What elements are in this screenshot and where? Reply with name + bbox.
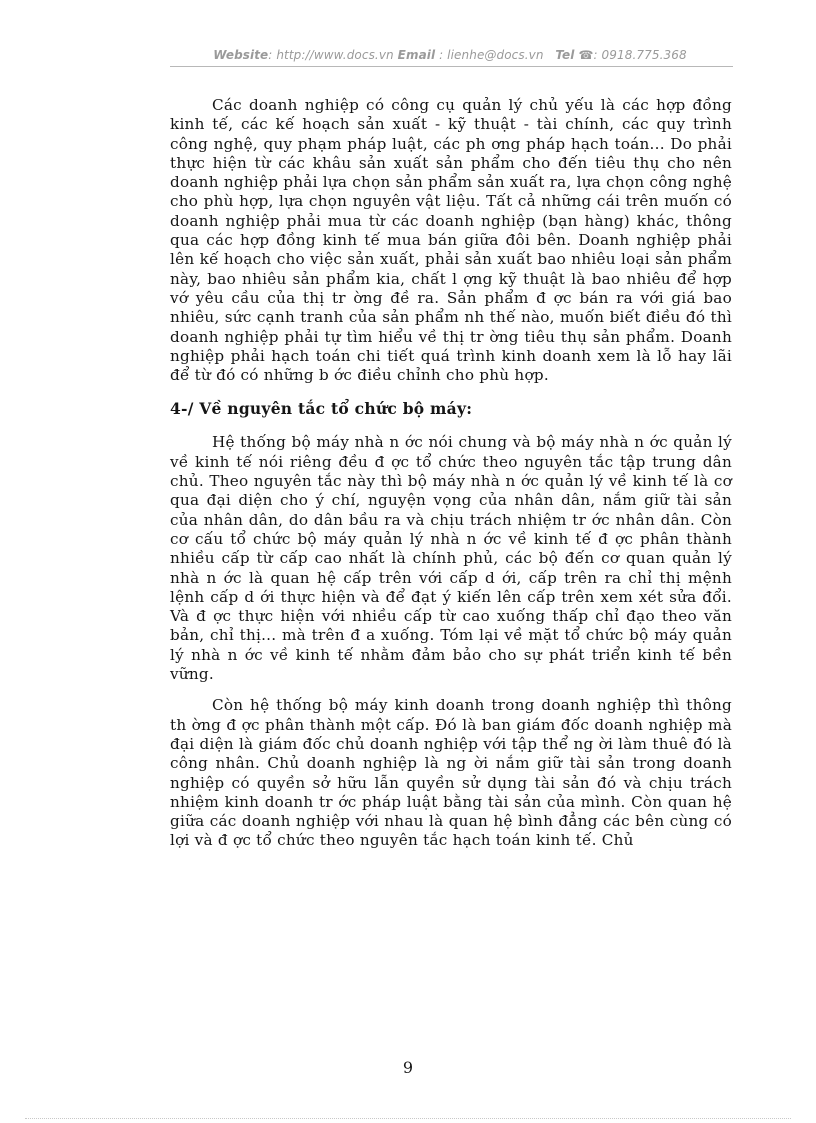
tel-label: Tel <box>555 48 575 62</box>
website-label: Website <box>213 48 269 62</box>
phone-icon: ☎ <box>578 48 594 62</box>
header-divider <box>170 66 733 67</box>
document-body <box>170 96 732 863</box>
email-link[interactable]: : lienhe@docs.vn <box>439 48 544 62</box>
page-number: 9 <box>402 1058 414 1077</box>
paragraph-2: Hệ thống bộ máy nhà n ớc nói chung và bộ máy nhà n ớc quản lý về kinh tế nói riêng đều đ ợc tổ chức theo nguyên tắc tập trung dân chủ. Theo nguyên tắc này thì bộ máy nhà n ớc quản lý về kinh tế là cơ qua đại diện cho ý chí, nguyện vọng của nhân dân, nắm giữ tài sản của nhân dân, do dân bầu ra và chịu trách nhiệm tr ớc nhân dân. Còn cơ cấu tổ chức bộ máy quản lý nhà n ớc về kinh tế đ ợc phân thành nhiều cấp từ cấp cao nhất là chính phủ, các bộ đến cơ quan quản lý nhà n ớc là quan hệ cấp trên với cấp d ới, cấp trên ra chỉ thị mệnh lệnh cấp d ới thực hiện và để đạt ý kiến lên cấp trên xem xét sửa đổi. Và đ ợc thực hiện với nhiều cấp từ cao xuống thấp chỉ đạo theo văn bản, chỉ thị... mà trên đ a xuống. Tóm lại về mặt tổ chức bộ máy quản lý nhà n ớc về kinh tế nhằm đảm bảo cho sự phát triển kinh tế bền vững. <box>170 433 732 684</box>
email-label: Email <box>397 48 436 62</box>
tel-value: : 0918.775.368 <box>593 48 687 62</box>
page-header <box>170 48 730 62</box>
paragraph-3: Còn hệ thống bộ máy kinh doanh trong doanh nghiệp thì thông th ờng đ ợc phân thành một cấp. Đó là ban giám đốc doanh nghiệp mà đại diện là giám đốc chủ doanh nghiệp với tập thể ng ời làm thuê đó là công nhân. Chủ doanh nghiệp là ng ời nắm giữ tài sản trong doanh nghiệp có quyền sở hữu lẫn quyền sử dụng tài sản đó và chịu trách nhiệm kinh doanh tr ớc pháp luật bằng tài sản của mình. Còn quan hệ giữa các doanh nghiệp với nhau là quan hệ bình đẳng các bên cùng có lợi và đ ợc tổ chức theo nguyên tắc hạch toán kinh tế. Chủ <box>170 696 732 850</box>
page-bottom-divider <box>25 1118 791 1119</box>
section-heading: 4-/ Về nguyên tắc tổ chức bộ máy: <box>170 399 473 419</box>
website-link[interactable]: : http://www.docs.vn <box>268 48 394 62</box>
paragraph-1: Các doanh nghiệp có công cụ quản lý chủ yếu là các hợp đồng kinh tế, các kế hoạch sản xuất - kỹ thuật - tài chính, các quy trình công nghệ, quy phạm pháp luật, các ph ơng pháp hạch toán... Do phải thực hiện từ các khâu sản xuất sản phẩm cho đến tiêu thụ cho nên doanh nghiệp phải lựa chọn sản phẩm sản xuất ra, lựa chọn công nghệ cho phù hợp, lựa chọn nguyên vật liệu. Tất cả những cái trên muốn có doanh nghiệp phải mua từ các doanh nghiệp (bạn hàng) khác, thông qua các hợp đồng kinh tế mua bán giữa đôi bên. Doanh nghiệp phải lên kế hoạch cho việc sản xuất, phải sản xuất bao nhiêu loại sản phẩm này, bao nhiêu sản phẩm kia, chất l ợng kỹ thuật là bao nhiêu để hợp vớ yêu cầu của thị tr ờng đề ra. Sản phẩm đ ợc bán ra với giá bao nhiêu, sức cạnh tranh của sản phẩm nh thế nào, muốn biết điều đó thì doanh nghiệp phải tự tìm hiểu về thị tr ờng tiêu thụ sản phẩm. Doanh nghiệp phải hạch toán chi tiết quá trình kinh doanh xem là lỗ hay lãi để từ đó có những b ớc điều chỉnh cho phù hợp. <box>170 96 732 385</box>
